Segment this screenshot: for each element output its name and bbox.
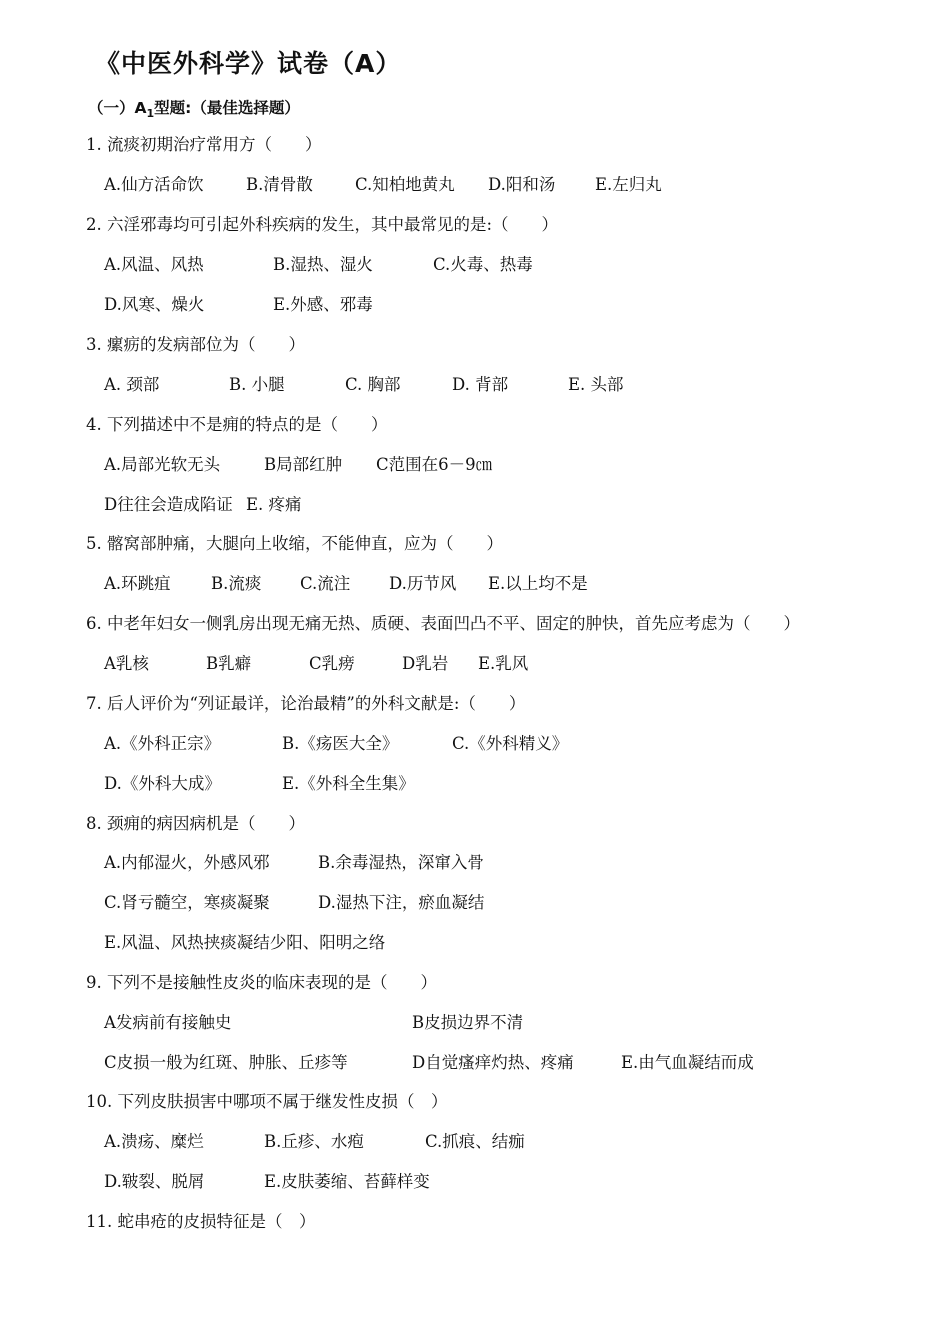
option: B乳癖 — [206, 654, 252, 673]
question-stem: 9. 下列不是接触性皮炎的临床表现的是（ ） — [86, 973, 437, 992]
option: D.风寒、燥火 — [104, 295, 205, 314]
option: A发病前有接触史 — [104, 1013, 232, 1032]
option: A乳核 — [104, 654, 149, 673]
option: E.外感、邪毒 — [273, 295, 373, 314]
section-heading — [88, 96, 300, 120]
question-stem: 4. 下列描述中不是痈的特点的是（ ） — [86, 415, 388, 434]
option: E.以上均不是 — [488, 574, 588, 593]
section-subscript: 1 — [146, 107, 155, 121]
option: D乳岩 — [402, 654, 449, 673]
option: A.环跳疽 — [104, 574, 171, 593]
section-suffix: 型题:（最佳选择题） — [154, 99, 300, 117]
option: A. 颈部 — [104, 375, 160, 394]
option: E. 头部 — [568, 375, 624, 394]
option: D.皲裂、脱屑 — [104, 1172, 205, 1191]
option: B.《疡医大全》 — [282, 734, 399, 753]
option: C皮损一般为红斑、肿胀、丘疹等 — [104, 1053, 348, 1072]
option: E.风温、风热挟痰凝结少阳、阳明之络 — [104, 933, 386, 952]
option: A.局部光软无头 — [104, 455, 221, 474]
option: B.湿热、湿火 — [273, 255, 373, 274]
question-stem: 6. 中老年妇女一侧乳房出现无痛无热、质硬、表面凹凸不平、固定的肿快，首先应考虑为（ ） — [86, 614, 800, 633]
question-stem: 11. 蛇串疮的皮损特征是（ ） — [86, 1212, 316, 1231]
exam-title: 《中医外科学》试卷（A） — [95, 49, 402, 78]
option: A.风温、风热 — [104, 255, 204, 274]
option: D自觉瘙痒灼热、疼痛 — [412, 1053, 574, 1072]
option: C.流注 — [300, 574, 351, 593]
option: B.流痰 — [211, 574, 262, 593]
option: D.阳和汤 — [488, 175, 556, 194]
option: C.抓痕、结痂 — [425, 1132, 525, 1151]
option: C.知柏地黄丸 — [355, 175, 455, 194]
option: A.溃疡、糜烂 — [104, 1132, 204, 1151]
section-prefix: （一）A — [88, 99, 147, 117]
option: D.湿热下注，瘀血凝结 — [318, 893, 485, 912]
option: A.内郁湿火，外感风邪 — [104, 853, 270, 872]
option: C.肾亏髓空，寒痰凝聚 — [104, 893, 270, 912]
option: A.《外科正宗》 — [104, 734, 221, 753]
question-stem: 3. 瘰疬的发病部位为（ ） — [86, 335, 305, 354]
option: C范围在6－9㎝ — [376, 455, 493, 474]
question-stem: 5. 髂窝部肿痛，大腿向上收缩，不能伸直，应为（ ） — [86, 534, 503, 553]
option: D.《外科大成》 — [104, 774, 221, 793]
option: B.丘疹、水疱 — [264, 1132, 364, 1151]
question-stem: 7. 后人评价为“列证最详，论治最精”的外科文献是:（ ） — [86, 694, 526, 713]
question-stem: 10. 下列皮肤损害中哪项不属于继发性皮损（ ） — [86, 1092, 448, 1111]
option: E.左归丸 — [595, 175, 662, 194]
question-stem: 2. 六淫邪毒均可引起外科疾病的发生，其中最常见的是:（ ） — [86, 215, 559, 234]
option: B皮损边界不清 — [412, 1013, 524, 1032]
option: D.历节风 — [389, 574, 457, 593]
option: B.清骨散 — [246, 175, 313, 194]
option: C.火毒、热毒 — [433, 255, 533, 274]
option: E.乳风 — [478, 654, 529, 673]
option: A.仙方活命饮 — [104, 175, 204, 194]
option: B局部红肿 — [264, 455, 343, 474]
option: B.余毒湿热，深窜入骨 — [318, 853, 484, 872]
option: E.《外科全生集》 — [282, 774, 415, 793]
option: D. 背部 — [452, 375, 509, 394]
option: E. 疼痛 — [246, 495, 302, 514]
option: C.《外科精义》 — [452, 734, 569, 753]
question-stem: 1. 流痰初期治疗常用方（ ） — [86, 135, 322, 154]
option: E.由气血凝结而成 — [621, 1053, 754, 1072]
option: C. 胸部 — [345, 375, 401, 394]
option: B. 小腿 — [229, 375, 285, 394]
option: E.皮肤萎缩、苔藓样变 — [264, 1172, 430, 1191]
option: C乳痨 — [309, 654, 355, 673]
option: D往往会造成陷证 — [104, 495, 233, 514]
question-stem: 8. 颈痈的病因病机是（ ） — [86, 814, 305, 833]
